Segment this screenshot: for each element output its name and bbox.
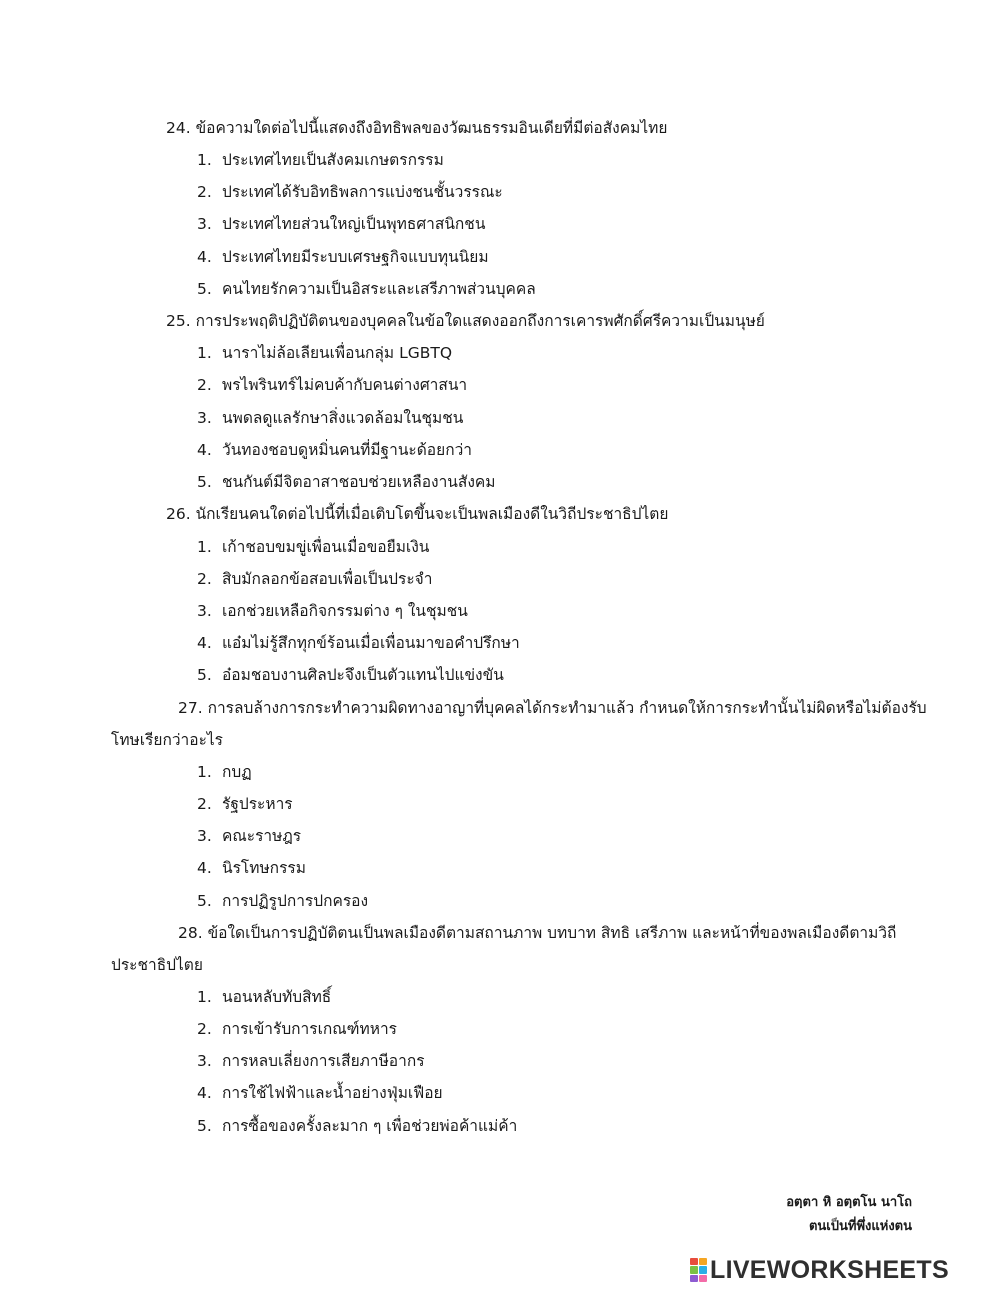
question-25-option-2[interactable]	[197, 375, 467, 395]
option-number: 5.	[197, 280, 212, 298]
question-24-option-3[interactable]	[197, 214, 485, 234]
logo-square	[690, 1275, 698, 1282]
question-28-option-5[interactable]	[197, 1116, 517, 1136]
question-26-option-2[interactable]	[197, 569, 432, 589]
option-text: เอกช่วยเหลือกิจกรรมต่าง ๆ ในชุมชน	[222, 602, 468, 620]
question-24-option-5[interactable]	[197, 279, 536, 299]
option-number: 3.	[197, 827, 212, 845]
option-number: 1.	[197, 763, 212, 781]
option-number: 2.	[197, 1020, 212, 1038]
option-number: 3.	[197, 1052, 212, 1070]
option-text: การใช้ไฟฟ้าและน้ำอย่างฟุ่มเฟือย	[222, 1084, 443, 1102]
option-number: 5.	[197, 666, 212, 684]
question-28-text-line1: 28. ข้อใดเป็นการปฏิบัติตนเป็นพลเมืองดีตามสถานภาพ บทบาท สิทธิ เสรีภาพ และหน้าที่ของพลเมืองดีตามวิถี	[178, 924, 897, 942]
option-number: 2.	[197, 570, 212, 588]
liveworksheets-logo-text: LIVEWORKSHEETS	[710, 1255, 949, 1284]
liveworksheets-logo[interactable]	[690, 1255, 990, 1285]
option-number: 3.	[197, 409, 212, 427]
question-26-option-5[interactable]	[197, 665, 504, 685]
question-27-option-5[interactable]	[197, 891, 368, 911]
question-28-option-1[interactable]	[197, 987, 331, 1007]
question-25-option-4[interactable]	[197, 440, 472, 460]
option-number: 2.	[197, 183, 212, 201]
option-text: เก้าชอบขมขู่เพื่อนเมื่อขอยืมเงิน	[222, 538, 430, 556]
option-number: 2.	[197, 376, 212, 394]
question-26-text: 26. นักเรียนคนใดต่อไปนี้ที่เมื่อเติบโตขึ้นจะเป็นพลเมืองดีในวิถีประชาธิปไตย	[166, 505, 669, 523]
option-number: 3.	[197, 215, 212, 233]
option-text: นพดลดูแลรักษาสิ่งแวดล้อมในชุมชน	[222, 409, 464, 427]
option-text: กบฏ	[222, 763, 252, 781]
liveworksheets-logo-icon	[690, 1258, 707, 1282]
logo-square	[699, 1266, 707, 1273]
question-28-option-3[interactable]	[197, 1051, 425, 1071]
option-number: 1.	[197, 988, 212, 1006]
option-number: 3.	[197, 602, 212, 620]
option-text: นาราไม่ล้อเลียนเพื่อนกลุ่ม LGBTQ	[222, 344, 453, 362]
option-text: การซื้อของครั้งละมาก ๆ เพื่อช่วยพ่อค้าแม่ค้า	[222, 1117, 518, 1135]
option-number: 4.	[197, 441, 212, 459]
question-27-text-line2: โทษเรียกว่าอะไร	[111, 731, 224, 749]
option-number: 4.	[197, 859, 212, 877]
option-text: การหลบเลี่ยงการเสียภาษีอากร	[222, 1052, 425, 1070]
option-number: 4.	[197, 634, 212, 652]
option-number: 4.	[197, 1084, 212, 1102]
logo-square	[690, 1258, 698, 1265]
question-24-text: 24. ข้อความใดต่อไปนี้แสดงถึงอิทธิพลของวัฒนธรรมอินเดียที่มีต่อสังคมไทย	[166, 119, 668, 137]
question-26-option-4[interactable]	[197, 633, 520, 653]
question-25-option-1[interactable]	[197, 343, 452, 363]
question-27-option-2[interactable]	[197, 794, 293, 814]
option-number: 1.	[197, 344, 212, 362]
option-number: 1.	[197, 151, 212, 169]
logo-square	[699, 1275, 707, 1282]
option-number: 5.	[197, 1117, 212, 1135]
logo-square	[699, 1258, 707, 1265]
option-text: ชนกันต์มีจิตอาสาชอบช่วยเหลืองานสังคม	[222, 473, 496, 491]
question-28-text-line2: ประชาธิปไตย	[111, 956, 203, 974]
motto-pali: อตฺตา หิ อตฺตโน นาโถ	[786, 1195, 912, 1210]
question-26-option-1[interactable]	[197, 537, 429, 557]
option-text: อ๋อมชอบงานศิลปะจึงเป็นตัวแทนไปแข่งขัน	[222, 666, 504, 684]
option-number: 1.	[197, 538, 212, 556]
question-25-text: 25. การประพฤติปฏิบัติตนของบุคคลในข้อใดแสดงออกถึงการเคารพศักดิ์ศรีความเป็นมนุษย์	[166, 312, 765, 330]
option-text: รัฐประหาร	[222, 795, 293, 813]
option-number: 5.	[197, 473, 212, 491]
question-25-option-3[interactable]	[197, 408, 463, 428]
option-text: พรไพรินทร์ไม่คบค้ากับคนต่างศาสนา	[222, 376, 468, 394]
option-text: คณะราษฎร	[222, 827, 302, 845]
question-24-option-1[interactable]	[197, 150, 444, 170]
question-27-option-1[interactable]	[197, 762, 252, 782]
option-text: วันทองชอบดูหมิ่นคนที่มีฐานะด้อยกว่า	[222, 441, 472, 459]
question-28-option-4[interactable]	[197, 1083, 443, 1103]
option-number: 4.	[197, 248, 212, 266]
option-text: การเข้ารับการเกณฑ์ทหาร	[222, 1020, 397, 1038]
option-text: คนไทยรักความเป็นอิสระและเสรีภาพส่วนบุคคล	[222, 280, 536, 298]
motto-thai: ตนเป็นที่พึ่งแห่งตน	[808, 1219, 912, 1234]
option-number: 5.	[197, 892, 212, 910]
question-25-option-5[interactable]	[197, 472, 495, 492]
option-text: ประเทศได้รับอิทธิพลการแบ่งชนชั้นวรรณะ	[222, 183, 503, 201]
option-text: แอ๋มไม่รู้สึกทุกข์ร้อนเมื่อเพื่อนมาขอคำปรึกษา	[222, 634, 520, 652]
option-text: การปฏิรูปการปกครอง	[222, 892, 369, 910]
question-26-option-3[interactable]	[197, 601, 468, 621]
option-text: ประเทศไทยส่วนใหญ่เป็นพุทธศาสนิกชน	[222, 215, 486, 233]
question-27-text-line1: 27. การลบล้างการกระทำความผิดทางอาญาที่บุคคลได้กระทำมาแล้ว กำหนดให้การกระทำนั้นไม่ผิดหรือไม่ต้องรับ	[178, 699, 927, 717]
question-27-option-4[interactable]	[197, 858, 306, 878]
option-text: นอนหลับทับสิทธิ์	[222, 988, 332, 1006]
option-number: 2.	[197, 795, 212, 813]
question-28-option-2[interactable]	[197, 1019, 397, 1039]
logo-square	[690, 1266, 698, 1273]
option-text: สิบมักลอกข้อสอบเพื่อเป็นประจำ	[222, 570, 433, 588]
question-24-option-2[interactable]	[197, 182, 503, 202]
question-24-option-4[interactable]	[197, 247, 489, 267]
question-27-option-3[interactable]	[197, 826, 301, 846]
option-text: นิรโทษกรรม	[222, 859, 306, 877]
option-text: ประเทศไทยมีระบบเศรษฐกิจแบบทุนนิยม	[222, 248, 489, 266]
option-text: ประเทศไทยเป็นสังคมเกษตรกรรม	[222, 151, 444, 169]
